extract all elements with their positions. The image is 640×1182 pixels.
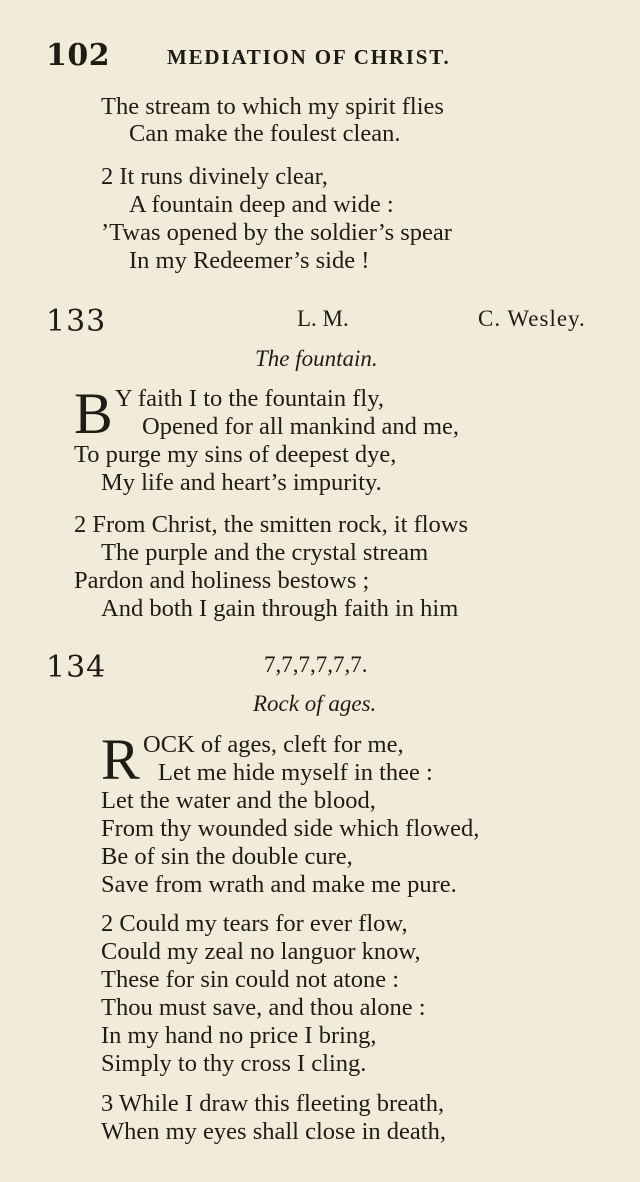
verse-line: These for sin could not atone : [101, 966, 400, 993]
verse-line: Save from wrath and make me pure. [101, 871, 457, 898]
verse-line: Be of sin the double cure, [101, 843, 353, 870]
verse-line: Let me hide myself in thee : [158, 759, 433, 786]
verse-line: To purge my sins of deepest dye, [74, 441, 397, 468]
hymn-title: Rock of ages. [253, 691, 377, 716]
verse-line: 2 Could my tears for ever flow, [101, 910, 408, 937]
hymn-meter: 7,7,7,7,7,7. [264, 652, 368, 677]
page-number: 102 [46, 38, 111, 73]
verse-line: Simply to thy cross I cling. [101, 1050, 367, 1077]
drop-cap: B [74, 381, 113, 446]
verse-line: 2 From Christ, the smitten rock, it flows [74, 511, 469, 538]
drop-cap: R [101, 727, 140, 792]
verse-line: 3 While I draw this fleeting breath, [101, 1090, 445, 1117]
verse-line: And both I gain through faith in him [101, 595, 459, 622]
verse-line: 2 It runs divinely clear, [101, 163, 328, 190]
verse-line: From thy wounded side which flowed, [101, 815, 480, 842]
verse-line: ’Twas opened by the soldier’s spear [101, 219, 452, 246]
hymn-title: The fountain. [255, 346, 378, 371]
verse-line: Let the water and the blood, [101, 787, 376, 814]
continuation-line: The stream to which my spirit flies [101, 93, 444, 120]
verse-line: Pardon and holiness bestows ; [74, 567, 370, 594]
hymn-author: C. Wesley. [478, 306, 586, 331]
verse-line: In my hand no price I bring, [101, 1022, 377, 1049]
verse-line: Opened for all mankind and me, [142, 413, 460, 440]
hymn-number: 134 [46, 650, 107, 685]
verse-line: OCK of ages, cleft for me, [143, 731, 404, 758]
verse-line: Thou must save, and thou alone : [101, 994, 426, 1021]
verse-line: The purple and the crystal stream [101, 539, 429, 566]
verse-line: When my eyes shall close in death, [101, 1118, 446, 1145]
verse-line: My life and heart’s impurity. [101, 469, 382, 496]
verse-line: A fountain deep and wide : [129, 191, 394, 218]
hymn-meter: L. M. [297, 306, 349, 331]
running-title: MEDIATION OF CHRIST. [167, 45, 451, 69]
continuation-line: Can make the foulest clean. [129, 120, 401, 147]
verse-line: Y faith I to the fountain fly, [115, 385, 384, 412]
verse-line: Could my zeal no languor know, [101, 938, 421, 965]
hymn-number: 133 [46, 304, 107, 339]
verse-line: In my Redeemer’s side ! [129, 247, 370, 274]
